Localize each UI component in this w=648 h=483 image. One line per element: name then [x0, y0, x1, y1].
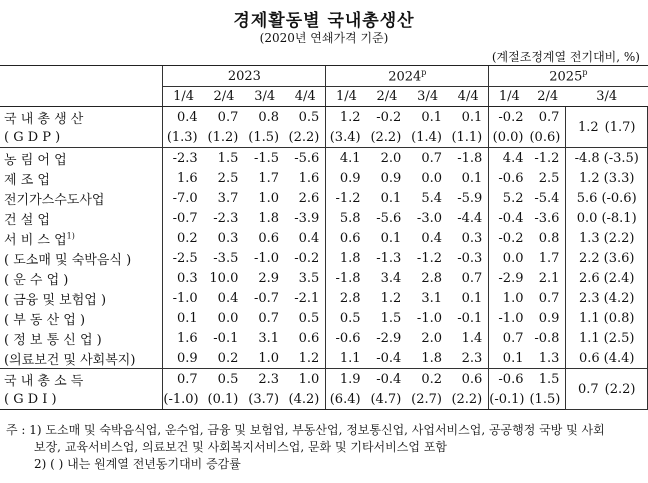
value-cell: 0.1 [421, 109, 442, 125]
footnote-1: 주 : 1) 도소매 및 숙박음식업, 운수업, 금융 및 보험업, 부동산업, 정보통신업, 사업서비스업, 공공행정 국방 및 사회 [6, 423, 605, 437]
value-cell: 2.5 [538, 170, 560, 186]
value-cell: 4.1 [326, 148, 367, 169]
table-row [0, 188, 648, 208]
value-cell: -1.3 [376, 250, 402, 266]
footnote-2: 2) ( ) 내는 원계열 전년동기대비 증감률 [34, 457, 241, 471]
value-cell: 0.2 [407, 369, 448, 390]
value-cell: 0.6 [448, 369, 489, 390]
quarter-label: 3/4 [566, 87, 648, 107]
quarter-label: 4/4 [448, 87, 489, 107]
value-cell: (1.3) [163, 127, 204, 148]
q3-value-cell: 1.1 (2.5) [566, 328, 648, 348]
row-label: 농 림 어 업 [0, 148, 163, 169]
value-cell: 0.0 [217, 310, 239, 326]
value-cell: -0.2 [489, 107, 530, 128]
value-cell: 0.1 [461, 170, 483, 186]
value-cell: 5.8 [326, 208, 367, 228]
value-cell: 0.3 [163, 268, 204, 288]
value-cell: 1.7 [258, 170, 280, 186]
value-cell: 2.1 [538, 270, 560, 286]
table-row [0, 208, 648, 228]
value-cell: 0.8 [538, 230, 560, 246]
value-cell: -5.4 [534, 190, 560, 206]
value-cell: 0.9 [380, 170, 402, 186]
table-row [0, 268, 648, 288]
value-cell: 2.3 [244, 369, 285, 390]
footnote-1-cont: 보장, 교육서비스업, 의료보건 및 사회복지서비스업, 문화 및 기타서비스업 포함 [34, 440, 447, 454]
value-cell: 1.5 [380, 310, 402, 326]
row-label: ( 정 보 통 신 업 ) [4, 332, 102, 348]
quarter-header-row [0, 87, 648, 107]
value-cell: 3.1 [421, 290, 442, 306]
value-cell: 1.2 [380, 290, 402, 306]
value-cell: 0.6 [326, 228, 367, 248]
quarter-label: 3/4 [244, 87, 285, 107]
value-cell: 10.0 [209, 270, 239, 286]
table-row [0, 107, 648, 128]
row-label: 제 조 업 [4, 172, 50, 188]
value-cell: -5.6 [376, 210, 402, 226]
value-cell: 2.8 [326, 288, 367, 308]
table-row [0, 288, 648, 308]
value-cell: -1.2 [416, 250, 442, 266]
value-cell: -3.9 [294, 210, 320, 226]
value-cell: 0.0 [489, 248, 530, 268]
gdp-q3-cell: 1.2 (1.7) [566, 107, 648, 148]
value-cell: 1.1 [326, 348, 367, 369]
value-cell: (2.2) [370, 129, 402, 145]
table-row [0, 127, 648, 148]
value-cell: 0.5 [204, 369, 245, 390]
value-cell: (-1.0) [163, 389, 204, 410]
value-cell: 0.7 [407, 148, 448, 169]
table-row [0, 328, 648, 348]
q3-value-cell: 2.2 (3.6) [566, 248, 648, 268]
value-cell: 1.8 [258, 210, 280, 226]
year-header-row [0, 66, 648, 87]
value-cell: -0.7 [254, 290, 280, 306]
value-cell: 1.3 [538, 350, 560, 366]
value-cell: (3.4) [326, 127, 367, 148]
table-row [0, 369, 648, 390]
quarter-label: 2/4 [204, 87, 245, 107]
value-cell: -1.8 [326, 268, 367, 288]
value-cell: -1.8 [448, 148, 489, 169]
value-cell: -0.4 [367, 369, 408, 390]
value-cell: -0.6 [489, 168, 530, 188]
value-cell: 0.7 [489, 328, 530, 348]
value-cell: 0.7 [258, 310, 280, 326]
value-cell: -0.2 [376, 109, 402, 125]
value-cell: (2.7) [407, 389, 448, 410]
table-row [0, 348, 648, 369]
value-cell: (1.2) [207, 129, 239, 145]
value-cell: 1.8 [421, 350, 442, 366]
value-cell: 0.5 [326, 308, 367, 328]
q3-value-cell: 5.6 (-0.6) [566, 188, 648, 208]
value-cell: (4.2) [285, 389, 326, 410]
quarter-label: 4/4 [285, 87, 326, 107]
row-label: ( 운 수 업 ) [4, 272, 69, 288]
page-title: 경제활동별 국내총생산 [233, 11, 415, 31]
value-cell: 0.1 [461, 290, 483, 306]
value-cell: -0.1 [457, 310, 483, 326]
quarter-label: 3/4 [407, 87, 448, 107]
value-cell: 0.7 [538, 290, 560, 306]
value-cell: 0.3 [217, 230, 239, 246]
table-row [0, 248, 648, 268]
q3-value-cell: 0.0 (-8.1) [566, 208, 648, 228]
value-cell: -1.2 [326, 188, 367, 208]
value-cell: 5.2 [489, 188, 530, 208]
value-cell: -5.9 [457, 190, 483, 206]
value-cell: -1.2 [529, 148, 565, 169]
q3-value-cell: 1.2 (3.3) [566, 168, 648, 188]
value-cell: 3.4 [380, 270, 402, 286]
value-cell: (6.4) [326, 389, 367, 410]
value-cell: -2.1 [294, 290, 320, 306]
quarter-label: 1/4 [489, 87, 530, 107]
value-cell: (0.6) [529, 129, 561, 145]
value-cell: 0.2 [217, 350, 239, 366]
value-cell: -1.5 [244, 148, 285, 169]
value-cell: 0.7 [217, 109, 239, 125]
value-cell: -1.0 [254, 250, 280, 266]
year-2024: 2024$^p$ [326, 66, 489, 87]
value-cell: 2.5 [217, 170, 239, 186]
q3-value-cell: 1.1 (0.8) [566, 308, 648, 328]
value-cell: 0.9 [538, 310, 560, 326]
value-cell: 1.5 [204, 148, 245, 169]
value-cell: -0.6 [489, 369, 530, 390]
value-cell: 0.7 [163, 369, 204, 390]
value-cell: (-0.1) [489, 389, 530, 410]
unit-note: (계절조정계열 전기대비, %) [491, 50, 640, 64]
page-subtitle: (2020년 연쇄가격 기준) [259, 31, 389, 45]
value-cell: -1.0 [489, 308, 530, 328]
value-cell: (2.2) [288, 129, 320, 145]
value-cell: 2.0 [367, 148, 408, 169]
value-cell: -3.0 [416, 210, 442, 226]
value-cell: 1.6 [298, 170, 320, 186]
value-cell: 0.4 [421, 230, 442, 246]
table-row [0, 228, 648, 248]
value-cell: 1.0 [258, 190, 280, 206]
value-cell: (1.4) [411, 129, 442, 145]
value-cell: 3.1 [258, 330, 280, 346]
value-cell: 2.3 [461, 350, 483, 366]
value-cell: -2.9 [376, 330, 402, 346]
value-cell: 0.4 [217, 290, 239, 306]
value-cell: 0.1 [489, 348, 530, 369]
row-label: ( 금융 및 보험업 ) [4, 292, 107, 308]
value-cell: -1.0 [416, 310, 442, 326]
table-row [0, 168, 648, 188]
value-cell: -7.0 [163, 188, 204, 208]
value-cell: -0.8 [534, 330, 560, 346]
value-cell: -5.6 [285, 148, 326, 169]
value-cell: 0.8 [258, 109, 280, 125]
value-cell: -0.3 [457, 250, 483, 266]
value-cell: 0.9 [326, 168, 367, 188]
value-cell: -0.6 [326, 328, 367, 348]
q3-value-cell: 0.6 (4.4) [566, 348, 648, 369]
table-row [0, 389, 648, 410]
value-cell: -0.2 [294, 250, 320, 266]
quarter-label: 2/4 [529, 87, 565, 107]
value-cell: 0.5 [298, 310, 320, 326]
value-cell: 1.7 [538, 250, 560, 266]
value-cell: 0.5 [298, 109, 320, 125]
value-cell: -0.7 [163, 208, 204, 228]
row-label: 서 비 스 업$^{1)}$ [4, 231, 75, 248]
value-cell: 0.9 [163, 348, 204, 369]
row-label: ( 도소매 및 숙박음식 ) [4, 252, 132, 268]
value-cell: 1.2 [298, 350, 320, 366]
quarter-label: 2/4 [367, 87, 408, 107]
value-cell: 0.4 [163, 107, 204, 128]
value-cell: 2.6 [298, 190, 320, 206]
value-cell: -3.5 [213, 250, 239, 266]
row-label: ( G D I ) [0, 389, 163, 410]
value-cell: 1.4 [461, 330, 483, 346]
value-cell: 0.2 [163, 228, 204, 248]
value-cell: (1.5) [248, 129, 280, 145]
value-cell: 1.6 [163, 328, 204, 348]
value-cell: 4.4 [489, 148, 530, 169]
value-cell: 0.1 [380, 230, 402, 246]
row-label: (의료보건 및 사회복지) [4, 352, 136, 368]
value-cell: 1.5 [529, 369, 565, 390]
value-cell: 1.2 [326, 107, 367, 128]
value-cell: -0.1 [213, 330, 239, 346]
value-cell: 0.0 [421, 170, 442, 186]
value-cell: 0.7 [461, 270, 483, 286]
value-cell: 1.8 [326, 248, 367, 268]
value-cell: (0.1) [204, 389, 245, 410]
quarter-label: 1/4 [163, 87, 204, 107]
value-cell: (1.5) [529, 389, 565, 410]
value-cell: -2.9 [489, 268, 530, 288]
value-cell: 1.9 [326, 369, 367, 390]
value-cell: 3.5 [298, 270, 320, 286]
value-cell: -4.4 [457, 210, 483, 226]
row-label: 국 내 총 소 득 [0, 369, 163, 390]
row-label: ( G D P ) [4, 129, 61, 145]
value-cell: 1.6 [163, 168, 204, 188]
q3-value-cell: 1.3 (2.2) [566, 228, 648, 248]
value-cell: 0.6 [258, 230, 280, 246]
year-2023: 2023 [163, 66, 326, 87]
value-cell: -0.2 [489, 228, 530, 248]
value-cell: -2.3 [213, 210, 239, 226]
value-cell: 0.1 [380, 190, 402, 206]
value-cell: 0.3 [461, 230, 483, 246]
gdp-table [0, 65, 648, 410]
value-cell: -3.6 [534, 210, 560, 226]
value-cell: (2.2) [448, 389, 489, 410]
value-cell: 0.4 [298, 230, 320, 246]
value-cell: -2.5 [163, 248, 204, 268]
value-cell: 0.6 [298, 330, 320, 346]
value-cell: 0.1 [461, 109, 483, 125]
value-cell: -0.4 [376, 350, 402, 366]
value-cell: 1.0 [258, 350, 280, 366]
value-cell: 2.8 [421, 270, 442, 286]
value-cell: -0.4 [489, 208, 530, 228]
row-label: 건 설 업 [4, 212, 50, 228]
q3-value-cell: 2.3 (4.2) [566, 288, 648, 308]
value-cell: 2.0 [421, 330, 442, 346]
quarter-label: 1/4 [326, 87, 367, 107]
gdi-q3-cell: 0.7 (2.2) [566, 369, 648, 410]
value-cell: (3.7) [244, 389, 285, 410]
table-row [0, 308, 648, 328]
value-cell: 3.7 [217, 190, 239, 206]
value-cell: -1.0 [163, 288, 204, 308]
year-2025: 2025$^p$ [489, 66, 648, 87]
row-label: ( 부 동 산 업 ) [4, 312, 86, 328]
value-cell: (4.7) [367, 389, 408, 410]
value-cell: 2.9 [258, 270, 280, 286]
value-cell: 0.7 [538, 109, 560, 125]
q3-value-cell: 2.6 (2.4) [566, 268, 648, 288]
q3-value-cell: -4.8 (-3.5) [566, 148, 648, 169]
value-cell: 1.0 [489, 288, 530, 308]
value-cell: 5.4 [421, 190, 442, 206]
value-cell: (0.0) [489, 127, 530, 148]
value-cell: 0.1 [163, 308, 204, 328]
value-cell: (1.1) [451, 129, 483, 145]
value-cell: -2.3 [163, 148, 204, 169]
row-label: 전기가스수도사업 [4, 192, 105, 208]
row-label: 국 내 총 생 산 [4, 111, 84, 127]
value-cell: 1.0 [285, 369, 326, 390]
table-row [0, 148, 648, 169]
